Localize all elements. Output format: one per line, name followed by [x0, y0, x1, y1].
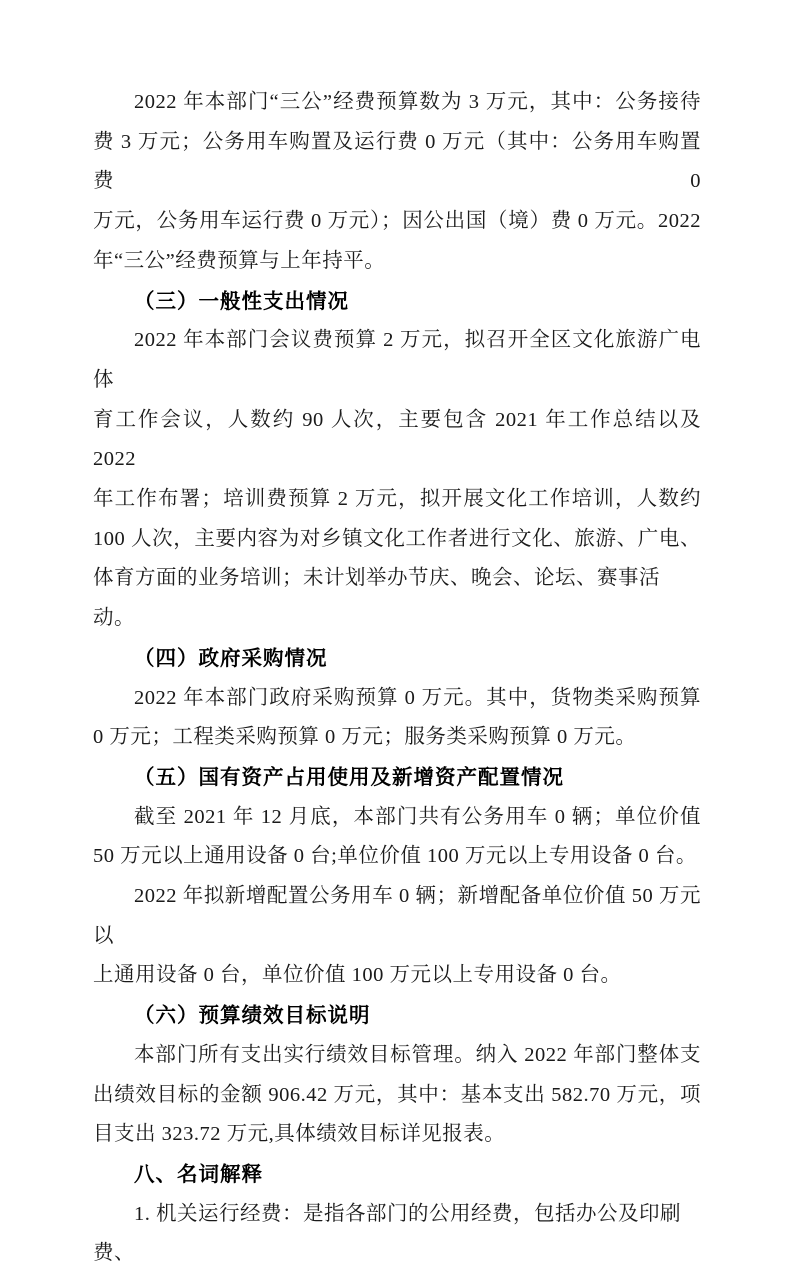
- section-heading: [93, 996, 701, 1036]
- text-line: 育工作会议，人数约 90 人次，主要包含 2021 年工作总结以及 2022: [93, 408, 701, 471]
- paragraph: [93, 877, 701, 996]
- text-line: 100 人次，主要内容为对乡镇文化工作者进行文化、旅游、广电、: [93, 527, 701, 550]
- paragraph: [93, 679, 701, 758]
- heading-text: （六）预算绩效目标说明: [134, 1004, 371, 1028]
- heading-text: 八、名词解释: [134, 1162, 263, 1186]
- text-line: 费 3 万元；公务用车购置及运行费 0 万元（其中：公务用车购置费 0: [93, 130, 701, 193]
- document-content: [93, 83, 701, 1274]
- section-heading: [93, 758, 701, 798]
- text-line: 年工作布署；培训费预算 2 万元，拟开展文化工作培训，人数约: [93, 488, 701, 511]
- text-line: 1. 机关运行经费：是指各部门的公用经费，包括办公及印刷费、: [93, 1202, 681, 1265]
- text-line: 0 万元；工程类采购预算 0 万元；服务类采购预算 0 万元。: [93, 726, 637, 749]
- text-line: 2022 年本部门政府采购预算 0 万元。其中，货物类采购预算: [134, 686, 701, 709]
- text-line: 万元，公务用车运行费 0 万元）；因公出国（境）费 0 万元。2022: [93, 210, 701, 233]
- heading-text: （三）一般性支出情况: [134, 289, 349, 313]
- text-line: 截至 2021 年 12 月底，本部门共有公务用车 0 辆；单位价值: [134, 805, 701, 828]
- text-line: 2022 年拟新增配置公务用车 0 辆；新增配备单位价值 50 万元以: [93, 885, 701, 947]
- heading-text: （四）政府采购情况: [134, 646, 328, 670]
- paragraph: [93, 83, 701, 282]
- text-line: 50 万元以上通用设备 0 台;单位价值 100 万元以上专用设备 0 台。: [93, 845, 697, 868]
- text-line: 体育方面的业务培训；未计划举办节庆、晚会、论坛、赛事活动。: [93, 567, 660, 630]
- text-line: 2022 年本部门“三公”经费预算数为 3 万元，其中：公务接待: [134, 91, 701, 113]
- text-line: 上通用设备 0 台，单位价值 100 万元以上专用设备 0 台。: [93, 964, 622, 987]
- heading-text: （五）国有资产占用使用及新增资产配置情况: [134, 765, 564, 789]
- text-line: 年“三公”经费预算与上年持平。: [93, 249, 386, 272]
- text-line: 2022 年本部门会议费预算 2 万元，拟召开全区文化旅游广电体: [93, 329, 701, 391]
- paragraph: [93, 321, 701, 639]
- paragraph: [93, 798, 701, 877]
- paragraph: [93, 1036, 701, 1155]
- text-line: 出绩效目标的金额 906.42 万元，其中：基本支出 582.70 万元，项: [93, 1083, 701, 1106]
- section-heading: [93, 639, 701, 679]
- text-line: 目支出 323.72 万元,具体绩效目标详见报表。: [93, 1123, 506, 1146]
- section-heading: [93, 1155, 701, 1195]
- paragraph: [93, 1195, 701, 1274]
- section-heading: [93, 282, 701, 322]
- text-line: 本部门所有支出实行绩效目标管理。纳入 2022 年部门整体支: [134, 1043, 701, 1066]
